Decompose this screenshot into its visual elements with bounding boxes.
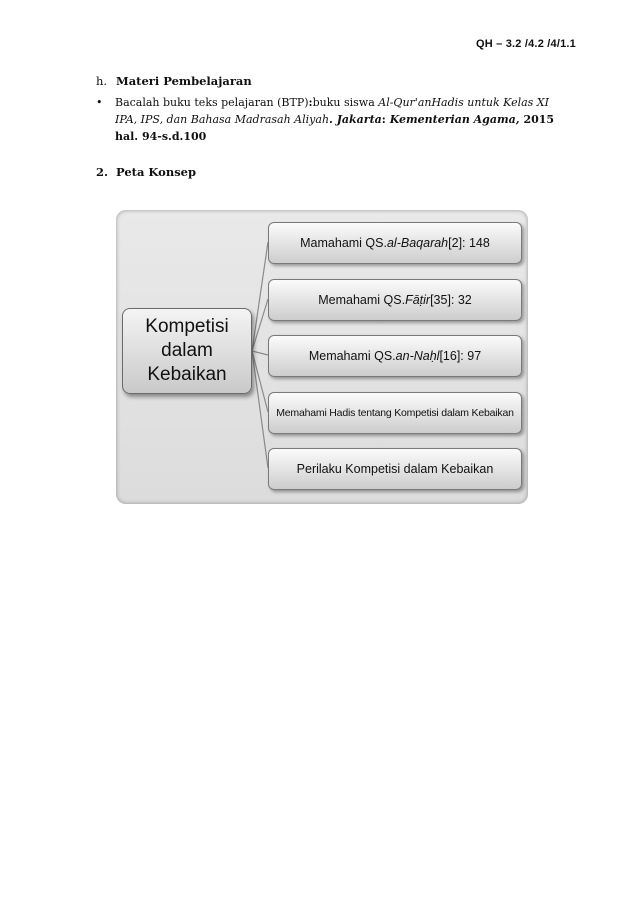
ref-part3: buku siswa [312, 96, 379, 109]
connector-1 [252, 242, 268, 351]
ref-publisher: Kementerian Agama, [389, 113, 520, 126]
branch-node-4 [268, 392, 522, 434]
ref-part5: . [329, 113, 337, 126]
connector-4 [252, 351, 268, 412]
section-2-title: Peta Konsep [116, 165, 197, 179]
ref-part7: : [381, 113, 390, 126]
ref-book-title: Al-Qur'anHadis untuk Kelas XI IPA, IPS, dan Bahasa Madrasah Aliyah [115, 96, 549, 126]
branch-node-1 [268, 222, 522, 264]
branch-1-em: al-Baqarah [386, 236, 449, 250]
branch-3-em: an-Naḥl [395, 349, 440, 363]
branch-2-pre: Memahami QS. [318, 293, 406, 307]
section-h-title: Materi Pembelajaran [116, 74, 252, 88]
connector-2 [252, 299, 268, 351]
section-2-number: 2. [96, 165, 109, 179]
concept-map [116, 210, 528, 504]
ref-part2: : [308, 96, 313, 109]
document-code: QH – 3.2 /4.2 /4/1.1 [475, 38, 576, 50]
bullet-marker: • [96, 96, 103, 109]
ref-pages: 2015 hal. 94-s.d.100 [115, 113, 555, 143]
reference-text [115, 94, 566, 145]
connector-3 [252, 351, 268, 355]
branch-4-text: Memahami Hadis tentang Kompetisi dalam Kebaikan [276, 407, 514, 419]
branch-node-3 [268, 335, 522, 377]
branch-2-em: Fāṭir [405, 293, 431, 307]
section-2-heading [96, 165, 196, 179]
branch-3-pre: Memahami QS. [308, 349, 396, 363]
branch-5-text: Perilaku Kompetisi dalam Kebaikan [296, 462, 494, 476]
section-h-letter: h. [96, 74, 108, 88]
reference-bullet [96, 94, 566, 145]
branch-1-post: [2]: 148 [448, 236, 490, 250]
branch-3-post: [16]: 97 [439, 349, 482, 363]
section-h-heading [96, 74, 252, 88]
branch-node-2 [268, 279, 522, 321]
ref-part1: Bacalah buku teks pelajaran (BTP) [115, 96, 309, 109]
branch-1-pre: Mamahami QS. [300, 236, 387, 250]
branch-node-5 [268, 448, 522, 490]
ref-city: Jakarta [336, 113, 382, 126]
center-node: Kompetisi dalam Kebaikan [122, 308, 252, 394]
branch-2-post: [35]: 32 [430, 293, 472, 307]
connector-5 [252, 351, 268, 468]
